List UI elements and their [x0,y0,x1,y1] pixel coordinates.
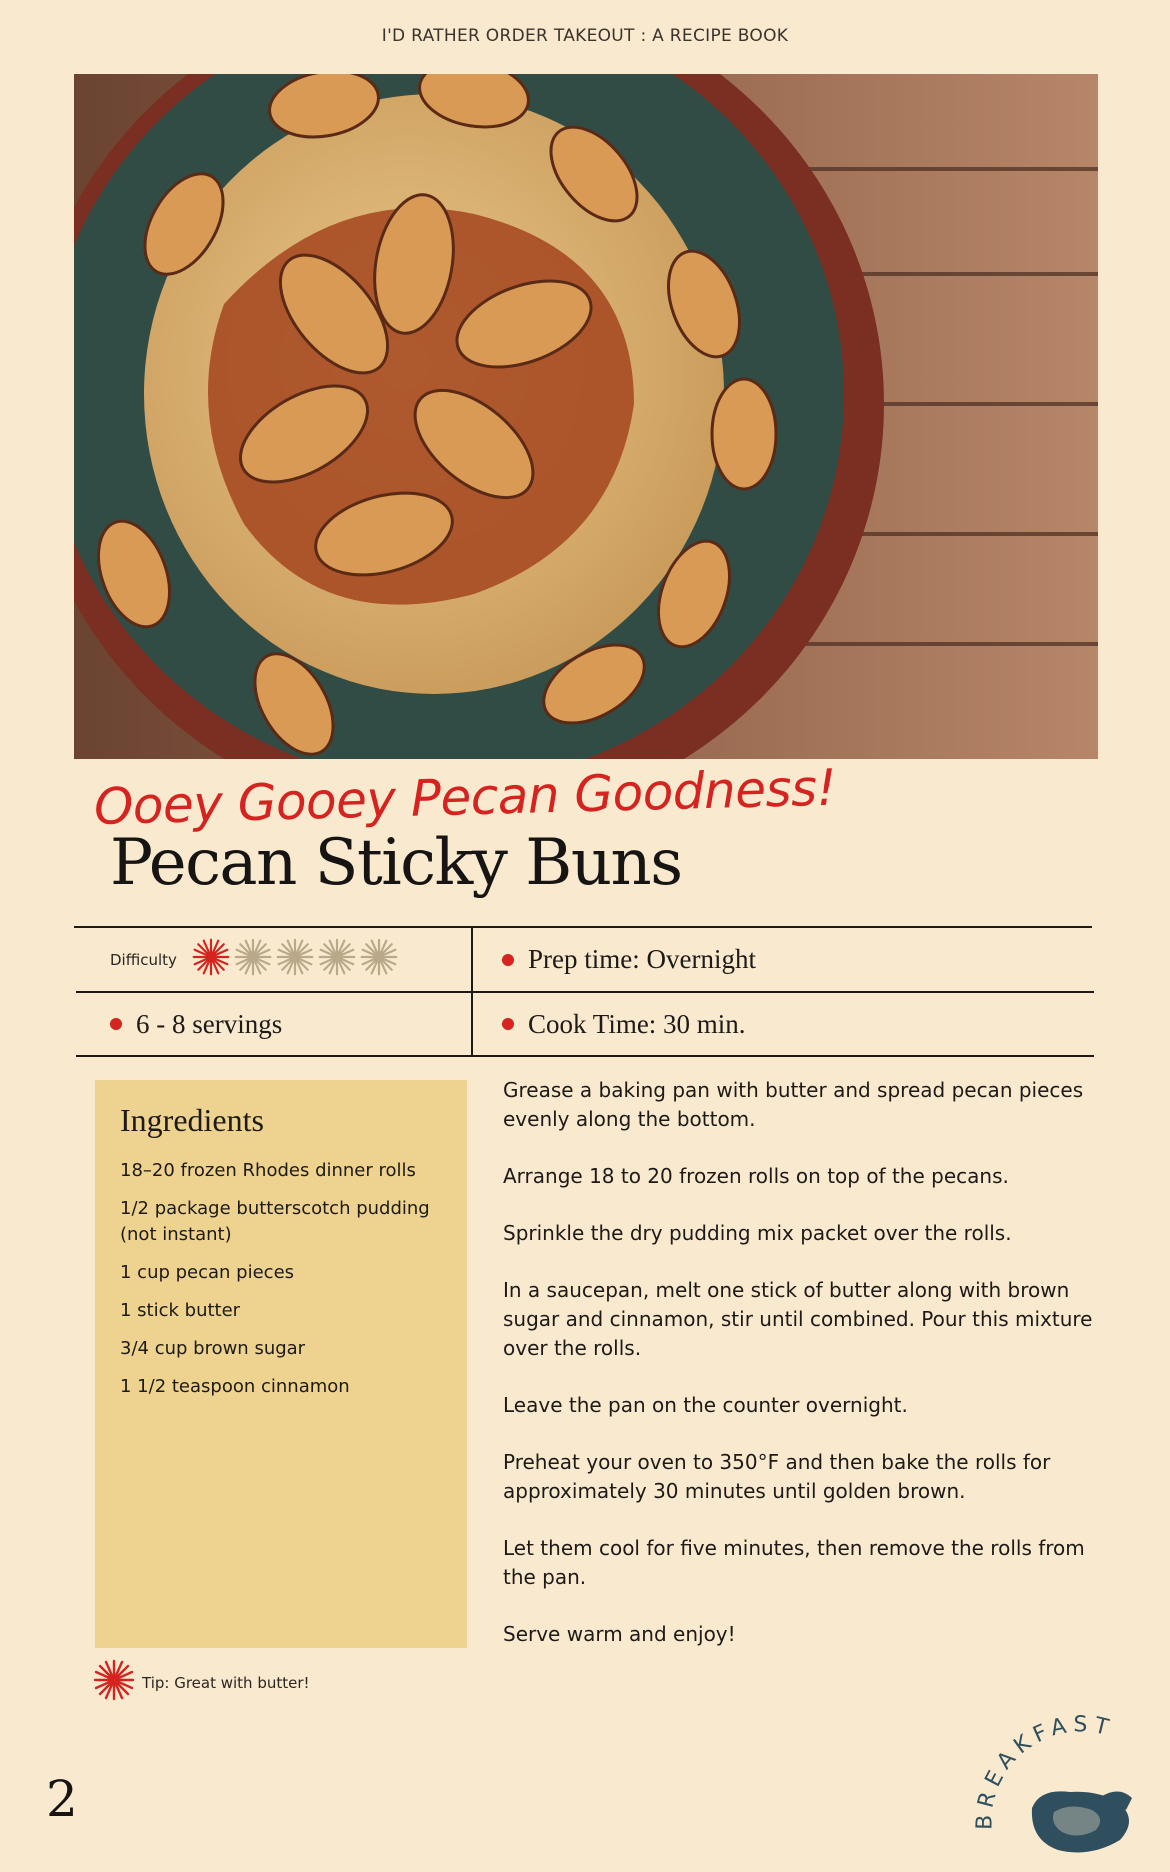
instruction-step: In a saucepan, melt one stick of butter along with brown sugar and cinnamon, stir until combined. Pour this mixture over the rolls. [503,1278,1093,1360]
ingredients-list [120,1158,450,1412]
recipe-photo [74,74,1098,759]
book-title-header: I'D RATHER ORDER TAKEOUT : A RECIPE BOOK [381,26,789,46]
servings: 6 - 8 servings [136,1008,283,1039]
category-badge [970,1700,1160,1860]
prep-time: Prep time: Overnight [528,944,756,974]
cook-time: Cook Time: 30 min. [528,1008,746,1039]
tip-note [92,1658,310,1707]
tip-text: Tip: Great with butter! [142,1673,310,1692]
ingredients-box [95,1080,467,1648]
cook-time-cell [502,993,746,1055]
difficulty-cell [110,928,399,991]
star-empty-icon [275,937,315,982]
recipe-tagline: Ooey Gooey Pecan Goodness! [93,758,837,836]
instruction-step: Arrange 18 to 20 frozen rolls on top of the pecans. [503,1164,1009,1188]
star-empty-icon [233,937,273,982]
instruction-step: Sprinkle the dry pudding mix packet over the rolls. [503,1221,1012,1245]
star-empty-icon [359,937,399,982]
prep-time-cell [502,928,756,991]
bullet-dot [502,1018,514,1030]
difficulty-stars [191,937,399,982]
instructions [503,1076,1103,1677]
ingredient-item: 1/2 package butterscotch pudding (not instant) [120,1198,430,1245]
star-empty-icon [317,937,357,982]
grid-line-vertical [471,926,473,1057]
grid-line-bottom [76,1055,1094,1057]
instruction-step: Preheat your oven to 350°F and then bake the rolls for approximately 30 minutes until golden brown. [503,1450,1051,1503]
difficulty-label: Difficulty [110,950,177,969]
bullet-dot [502,954,514,966]
ingredient-item: 1 stick butter [120,1300,241,1321]
star-filled-icon [191,937,231,982]
ingredient-item: 18–20 frozen Rhodes dinner rolls [120,1160,416,1181]
page-number: 2 [46,1770,78,1828]
instruction-step: Grease a baking pan with butter and spread pecan pieces evenly along the bottom. [503,1078,1084,1131]
instruction-step: Let them cool for five minutes, then remove the rolls from the pan. [503,1536,1085,1589]
ingredients-heading: Ingredients [120,1102,264,1138]
ingredient-item: 3/4 cup brown sugar [120,1338,306,1359]
ingredient-item: 1 cup pecan pieces [120,1262,295,1283]
instruction-step: Leave the pan on the counter overnight. [503,1393,908,1417]
toast-icon [1032,1791,1132,1852]
starburst-icon [92,1658,136,1707]
category-label: BREAKFAST [972,1712,1117,1831]
servings-cell [110,993,282,1055]
recipe-title: Pecan Sticky Buns [110,826,682,900]
bullet-dot [110,1018,122,1030]
ingredient-item: 1 1/2 teaspoon cinnamon [120,1376,350,1397]
instruction-step: Serve warm and enjoy! [503,1622,736,1646]
